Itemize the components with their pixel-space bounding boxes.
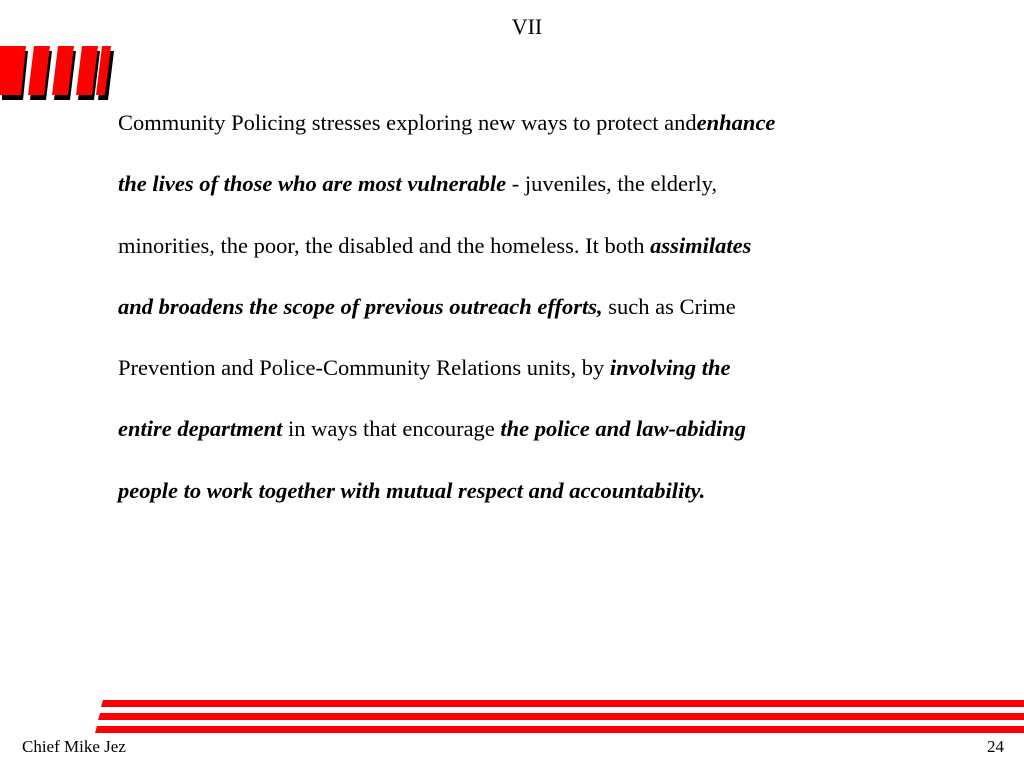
body-paragraph: [118, 92, 958, 521]
body-line-5-text: Prevention and Police-Community Relations units, by: [118, 355, 610, 381]
red-stripes-logo: [0, 44, 120, 104]
body-line-5: [118, 337, 958, 398]
body-line-1-emphasis: enhance: [696, 110, 776, 135]
body-line-6-text: in ways that encourage: [282, 416, 501, 442]
body-line-3: [118, 215, 958, 276]
body-line-2-emphasis: the lives of those who are most vulnerable: [118, 171, 507, 197]
footer-stripe-3: [95, 726, 1024, 733]
body-line-7: [118, 460, 958, 521]
body-line-6-emphasis-1: entire department: [118, 416, 283, 442]
footer-author: Chief Mike Jez: [22, 737, 126, 756]
body-line-7-emphasis: people to work together with mutual respect and accountability.: [118, 477, 706, 503]
body-line-3-text: minorities, the poor, the disabled and the homeless. It both: [118, 232, 651, 258]
body-line-2-text: - juveniles, the elderly,: [506, 171, 718, 197]
footer-red-stripes: [0, 697, 1024, 737]
footer-stripe-2: [98, 713, 1024, 720]
footer-page-number: 24: [987, 737, 1004, 756]
body-line-6: [118, 398, 958, 459]
body-line-4-emphasis: and broadens the scope of previous outreach efforts,: [118, 293, 603, 319]
body-line-1-text: Community Policing stresses exploring new ways to protect and: [118, 110, 697, 135]
section-label: VII: [511, 14, 543, 39]
body-line-4: [118, 276, 958, 337]
body-line-1: [118, 92, 958, 153]
body-line-5-emphasis: involving the: [609, 355, 731, 381]
body-line-3-emphasis: assimilates: [650, 232, 752, 258]
footer-stripe-1: [101, 700, 1024, 707]
body-line-2: [118, 153, 958, 214]
body-line-6-emphasis-2: the police and law-abiding: [500, 416, 747, 442]
body-line-4-text: such as Crime: [602, 293, 736, 319]
